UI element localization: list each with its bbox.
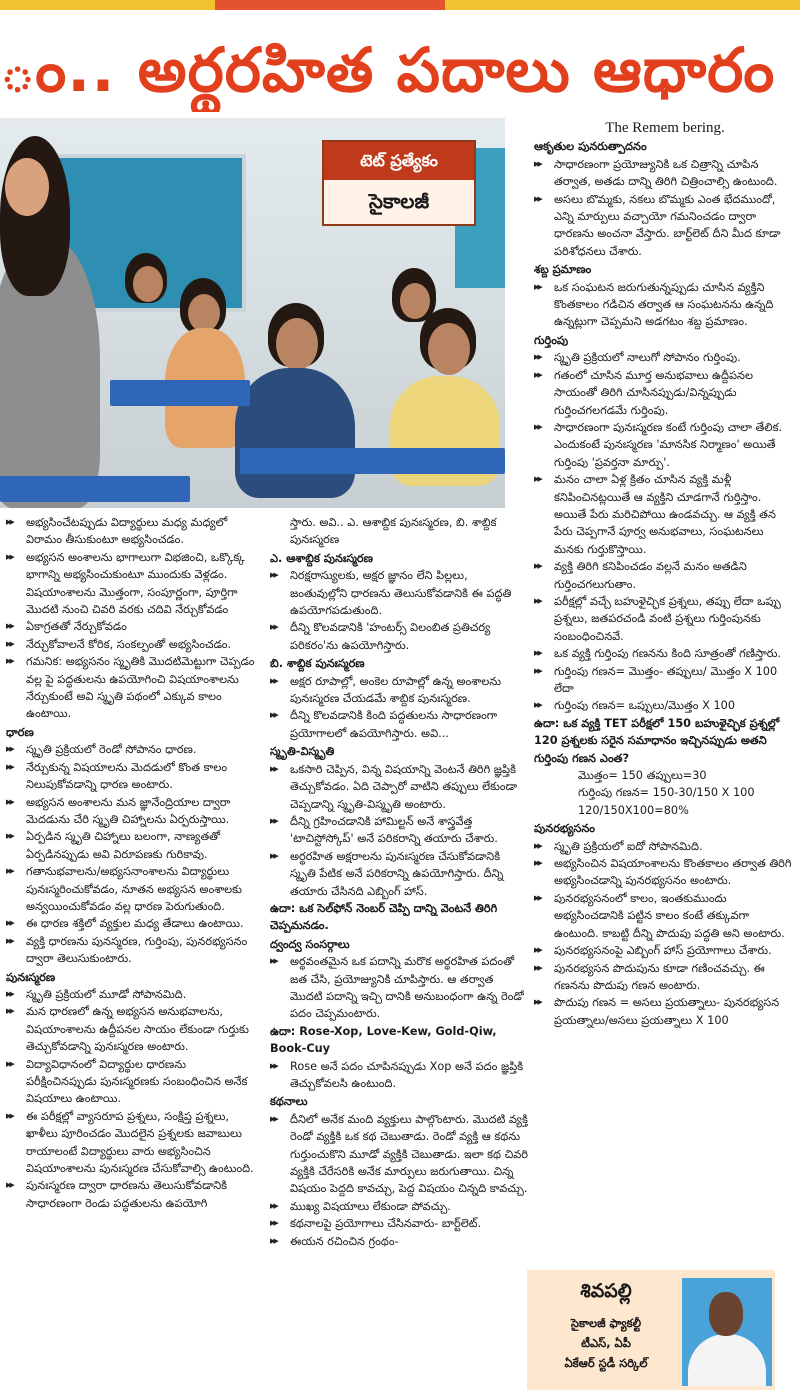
photo-student-body bbox=[235, 368, 355, 498]
top-color-bar bbox=[0, 0, 800, 10]
example-text: ఉదా: ఒక సెల్‌ఫోన్ నెంబర్ చెప్పి దాన్ని వెంటనే తిరిగి చెప్పమనడం. bbox=[270, 901, 498, 933]
article-column-2 bbox=[270, 514, 528, 1394]
section-heading: కథనాలు bbox=[270, 1095, 308, 1109]
bullet-point: ▶▶ ఈ పరీక్షల్లో వ్యాసరూప ప్రశ్నలు, సంక్షిప్త ప్రశ్నలు, ఖాళీలు పూరించడం మొదలైన ప్రశ్నలకు జవాబులు రాయాలంటే విద్యార్థులు వారు అభ్యసించిన విషయాంశాలను పునఃస్మరణ చేసుకోవాల్సి ఉంటుంది. bbox=[6, 1108, 258, 1178]
bullet-point: ▶▶ అభ్యసించేటప్పుడు విద్యార్థులు మధ్య మధ్యలో విరామం తీసుకుంటూ అభ్యసించడం. bbox=[6, 514, 258, 549]
section-heading: ఆకృతుల పునరుత్పాదనం bbox=[534, 140, 647, 154]
bullet-point: ▶▶ ఏర్పడిన స్మృతి చిహ్నాలు బలంగా, నాణ్యతతో ఏర్పడినప్పుడు అవి విరూపణకు గురికావు. bbox=[6, 828, 258, 863]
article-column-3 bbox=[534, 120, 796, 1265]
bullet-point: ▶▶ పునరభ్యసనంపై ఎబ్బింగ్ హాస్ ప్రయోగాలు చేశారు. bbox=[534, 942, 796, 959]
author-role: సైకాలజీ ఫ్యాకల్టీ bbox=[570, 1316, 642, 1330]
author-photo-shirt bbox=[688, 1334, 766, 1386]
bullet-point: ▶▶ వ్యక్తి ధారణను పునస్మరణ, గుర్తింపు, పునరభ్యసనం ద్వారా తెలుసుకుంటారు. bbox=[6, 933, 258, 968]
bullet-point: ▶▶ గతానుభవాలను/అభ్యసనాంశాలను విద్యార్థులు పునఃస్మరించుకోవడం, నూతన అభ్యసన అంశాలకు అన్వయించుకోవడం వల్ల ధారణ పెరుగుతుంది. bbox=[6, 863, 258, 915]
bullet-point: ▶▶ ముఖ్య విషయాలు లేకుండా పోవచ్చు. bbox=[270, 1198, 528, 1215]
bullet-point: ▶▶ అసలు బొమ్మకు, నకలు బొమ్మకు ఎంత భేదముందో, ఎన్ని మార్పులు వచ్చాయో గమనించడం ద్వారా ధారణను అంచనా వేస్తారు. బార్ట్‌లెట్ దీని మీద కూడా పరిశోధనలు చేశారు. bbox=[534, 191, 796, 261]
photo-student-face bbox=[276, 318, 318, 370]
badge-line1: టెట్ ప్రత్యేకం bbox=[324, 142, 474, 180]
bullet-point: ▶▶ గమనిక: అభ్యసనం స్మృతికి మొదటిమెట్టుగా చెప్పడం వల్ల పై పద్ధతులను ఉపయోగించి విషయాంశాలను నేర్చుకుంటే అవి స్మృతి పథంలో ఎక్కువ కాలం ఉంటాయి. bbox=[6, 653, 258, 723]
author-institute: ఏకేఆర్ స్టడీ సర్కిల్ bbox=[564, 1356, 648, 1370]
series-badge bbox=[322, 140, 476, 226]
bullet-point: ▶▶ సాధారణంగా ప్రయోజ్యునికి ఒక చిత్రాన్ని చూపిన తర్వాత, అతడు దాన్ని తిరిగి చిత్రించాల్సి ఉంటుంది. bbox=[534, 156, 796, 191]
bullet-point: ▶▶ కథనాలపై ప్రయోగాలు చేసినవారు- బార్ట్‌లెట్. bbox=[270, 1215, 528, 1232]
photo-student-face bbox=[428, 323, 470, 375]
example-text: ఉదా: ఒక వ్యక్తి TET పరీక్షలో 150 బహుళైచ్ఛిక ప్రశ్నల్లో 120 ప్రశ్నలకు సరైన సమాధానం ఇచ్చినప్పుడు అతని గుర్తింపు గణన ఎంత? bbox=[534, 716, 780, 765]
bullet-point: ▶▶ దీన్ని కొలవడానికి కింది పద్ధతులను సాధారణంగా ప్రయోగాలలో ఉపయోగిస్తారు. అవి... bbox=[270, 707, 528, 742]
bullet-point: ▶▶ స్మృతి ప్రక్రియలో ఐదో సోపానమిది. bbox=[534, 838, 796, 855]
bullet-point: ▶▶ అభ్యసించిన విషయాంశాలను కొంతకాలం తర్వాత తిరిగి అభ్యసించడాన్ని పునరభ్యసనం అంటారు. bbox=[534, 855, 796, 890]
bullet-point: ▶▶ పునరభ్యసన పొదుపును కూడా గణించవచ్చు. ఈ గణనను పొదుపు గణన అంటారు. bbox=[534, 960, 796, 995]
photo-student-face bbox=[133, 266, 163, 302]
bullet-point: ▶▶ గతంలో చూసిన మూర్త అనుభవాలు ఉద్దీపనల సాయంతో తిరిగి చూసినప్పుడు/విన్నప్పుడు గుర్తించగలగడమే గుర్తింపు. bbox=[534, 367, 796, 419]
bullet-point: ▶▶ పరీక్షల్లో వచ్చే బహుళైచ్ఛిక ప్రశ్నలు, తప్పు లేదా ఒప్పు ప్రశ్నలు, జతపరచండి వంటి ప్రశ్నలు గుర్తింపునకు సంబంధించినవే. bbox=[534, 593, 796, 645]
bullet-point: ▶▶ అర్థవంతమైన ఒక పదాన్ని మరొక అర్థరహిత పదంతో జత చేసి, ప్రయోజ్యునికి చూపిస్తారు. ఆ తర్వాత మొదటి పదాన్ని ఇచ్చి దానికి అనుబంధంగా ఉన్న రెండో పదం చెప్పమంటారు. bbox=[270, 953, 528, 1023]
book-title: The Remem bering. bbox=[605, 120, 725, 136]
photo-student-face bbox=[188, 294, 220, 332]
bullet-point: ▶▶ సాధారణంగా పునఃస్మరణ కంటే గుర్తింపు చాలా తేలిక. ఎందుకంటే పునఃస్మరణ 'మానసిక నిర్మాణం' అయితే గుర్తింపు 'ప్రవర్తనా మార్పు'. bbox=[534, 419, 796, 471]
bullet-point: ▶▶ మనం చాలా ఏళ్ల క్రితం చూసిన వ్యక్తి మళ్లీ కనిపించినట్లయితే ఆ వ్యక్తిని చూడగానే గుర్తిస్తాం. అయితే పేరు మరిచిపోయి ఉండవచ్చు. ఆ వ్యక్తి తన పేరు చెప్పగానే పూర్వ అనుభవాలు, సంఘటనలు మనకు గుర్తుకొస్తాయి. bbox=[534, 471, 796, 558]
bullet-point: ▶▶ నేర్చుకోవాలనే కోరిక, సంకల్పంతో అభ్యసించడం. bbox=[6, 636, 258, 653]
bullet-point: ▶▶ ఒకసారి చెప్పిన, విన్న విషయాన్ని వెంటనే తిరిగి జ్ఞప్తికి తెచ్చుకోవడం. ఏది చెప్పారో వాటిని తప్పులు లేకుండా చెప్పడాన్ని స్మృతి-విస్మృతి అంటారు. bbox=[270, 761, 528, 813]
author-region: టీఎస్, ఏపీ bbox=[581, 1336, 631, 1350]
bullet-point: ▶▶ నేర్చుకున్న విషయాలను మెదడులో కొంత కాలం నిలుపుకోవడాన్ని ధారణ అంటారు. bbox=[6, 759, 258, 794]
author-photo-face bbox=[709, 1292, 743, 1336]
bullet-point: ▶▶ గుర్తింపు గణన= మొత్తం- తప్పులు/ మొత్తం X 100 లేదా bbox=[534, 663, 796, 698]
bullet-point: ▶▶ స్మృతి ప్రక్రియలో రెండో సోపానం ధారణ. bbox=[6, 741, 258, 758]
photo-teacher-face bbox=[5, 158, 49, 216]
example-text: ఉదా: Rose-Xop, Love-Kew, Gold-Qiw, Book-Cuy bbox=[270, 1024, 497, 1056]
badge-line2: సైకాలజీ bbox=[368, 189, 430, 213]
formula-line: మొత్తం= 150 తప్పులు=30 bbox=[578, 769, 707, 783]
section-heading: పునఃస్మరణ bbox=[6, 970, 56, 984]
bullet-point: ▶▶ మన ధారణలో ఉన్న అభ్యసన అనుభవాలను, విషయాంశాలను ఉద్దీపనల సాయం లేకుండా గుర్తుకు తెచ్చుకోవడాన్ని పునఃస్మరణ అంటారు. bbox=[6, 1003, 258, 1055]
bullet-point: ▶▶ స్మృతి ప్రక్రియలో మూడో సోపానమిది. bbox=[6, 986, 258, 1003]
bullet-point: ▶▶ అభ్యసన అంశాలను మన జ్ఞానేంద్రియాల ద్వారా మెదడును చేరి స్మృతి చిహ్నాలను ఏర్పరుస్తాయి. bbox=[6, 794, 258, 829]
section-heading: బి. శాబ్దిక పునఃస్మరణ bbox=[270, 657, 365, 671]
paragraph-text: స్తారు. అవి.. ఎ. ఆశాబ్దిక పునఃస్మరణ, బి. శాబ్దిక పునఃస్మరణ bbox=[290, 516, 497, 547]
bullet-point: ▶▶ పొదుపు గణన = అసలు ప్రయత్నాలు- పునరభ్యసన ప్రయత్నాలు/అసలు ప్రయత్నాలు X 100 bbox=[534, 994, 796, 1029]
author-name: శివపల్లి bbox=[580, 1280, 632, 1302]
photo-desk bbox=[0, 476, 190, 502]
bullet-point: ▶▶ Rose అనే పదం చూపినప్పుడు Xop అనే పదం జ్ఞప్తికి తెచ్చుకోవలసి ఉంటుంది. bbox=[270, 1058, 528, 1093]
bullet-point: ▶▶ ఏకాగ్రతతో నేర్చుకోవడం bbox=[6, 618, 258, 635]
bullet-point: ▶▶ గుర్తింపు గణన= ఒప్పులు/మొత్తం X 100 bbox=[534, 697, 796, 714]
photo-desk bbox=[240, 448, 505, 474]
section-heading: పునరభ్యసనం bbox=[534, 822, 596, 836]
headline: ం.. అర్థరహిత పదాలు ఆధారం bbox=[0, 35, 776, 106]
bullet-point: ▶▶ అర్థరహిత అక్షరాలను పునఃస్మరణ చేసుకోవడానికి స్మృతి పేటిక అనే పరికరాన్ని ఉపయోగిస్తారు. దీన్ని తయారు చేసినది ఎబ్బింగ్ హాస్. bbox=[270, 848, 528, 900]
bullet-point: ▶▶ పునఃస్మరణ ద్వారా ధారణను తెలుసుకోవడానికి సాధారణంగా రెండు పద్ధతులను ఉపయోగి bbox=[6, 1177, 258, 1212]
bullet-point: ▶▶ ఒక సంఘటన జరుగుతున్నప్పుడు చూసిన వ్యక్తిని కొంతకాలం గడిచిన తర్వాత ఆ సంఘటనను ఉన్నది ఉన్నట్లుగా చెప్పమని అడగటం శబ్ద ప్రమాణం. bbox=[534, 279, 796, 331]
bullet-point: ▶▶ పునరభ్యసనంలో కాలం, ఇంతకుముందు అభ్యసించడానికి పట్టిన కాలం కంటే తక్కువగా ఉంటుంది. కాబట్టి దీన్ని పొదుపు పద్ధతి అని అంటారు. bbox=[534, 890, 796, 942]
section-heading: గుర్తింపు bbox=[534, 333, 569, 347]
article-column-1 bbox=[6, 514, 258, 1394]
bullet-point: ▶▶ విద్యావిధానంలో విద్యార్థుల ధారణను పరీక్షించినప్పుడు పునఃస్మరణకు సంబంధించిన అనేక విషయాలు ఉంటాయి. bbox=[6, 1056, 258, 1108]
bullet-point: ▶▶ వ్యక్తి తిరిగి కనిపించడం వల్లనే మనం అతడిని గుర్తించగలుగుతాం. bbox=[534, 558, 796, 593]
section-heading: స్మృతి-విస్మృతి bbox=[270, 745, 335, 759]
author-box bbox=[527, 1270, 775, 1390]
photo-student-face bbox=[400, 283, 430, 319]
photo-desk bbox=[110, 380, 250, 406]
section-heading: శబ్ద ప్రమాణం bbox=[534, 263, 592, 277]
bullet-point: ▶▶ దీన్ని గ్రహించడానికి హామిల్టన్ అనే శాస్త్రవేత్త 'టాచిస్టోస్కోప్' అనే పరికరాన్ని తయారు చేశారు. bbox=[270, 813, 528, 848]
bullet-point: ▶▶ దీనిలో అనేక మంది వ్యక్తులు పాల్గొంటారు. మొదటి వ్యక్తి రెండో వ్యక్తికి ఒక కథ చెబుతాడు. రెండో వ్యక్తి ఆ కథను గుర్తుంచుకొని మూడో వ్యక్తికి చెబుతాడు. ఇలా కథ చివరి వ్యక్తికి చేరేసరికి అనేక మార్పులు జరుగుతాయి. చిన్న విషయం పెద్దది కావచ్చు, పెద్ద విషయం చిన్నది కావచ్చు. bbox=[270, 1111, 528, 1198]
bullet-point: ▶▶ దీన్ని కొలవడానికి 'హంటర్స్ విలంబిత ప్రతిచర్య పరికరం'ను ఉపయోగిస్తారు. bbox=[270, 619, 528, 654]
section-heading: ఎ. ఆశాబ్దిక పునఃస్మరణ bbox=[270, 551, 373, 565]
bullet-point: ▶▶ ఈయన రచించిన గ్రంథం- bbox=[270, 1233, 528, 1250]
bullet-point: ▶▶ ఒక వ్యక్తి గుర్తింపు గణనను కింది సూత్రంతో గణిస్తారు. bbox=[534, 645, 796, 662]
bullet-point: ▶▶ ఈ ధారణ శక్తిలో వ్యక్తుల మధ్య తేడాలు ఉంటాయి. bbox=[6, 915, 258, 932]
bullet-point: ▶▶ అభ్యసన అంశాలను భాగాలుగా విభజించి, ఒక్కొక్క భాగాన్ని అభ్యసించుకుంటూ ముందుకు వెళ్లడం. విషయాంశాలను మొత్తంగా, సంపూర్ణంగా, పూర్తిగా మొదటి నుంచి చివరి వరకు చదివి నేర్చుకోవడం bbox=[6, 549, 258, 619]
bullet-point: ▶▶ అక్షర రూపాల్లో, అంకెల రూపాల్లో ఉన్న అంశాలను పునఃస్మరణ చేయడమే శాబ్దిక పునఃస్మరణ. bbox=[270, 673, 528, 708]
formula-line: 120/150X100=80% bbox=[578, 803, 689, 817]
formula-line: గుర్తింపు గణన= 150-30/150 X 100 bbox=[578, 786, 755, 800]
section-heading: ద్వంద్వ సంసర్గాలు bbox=[270, 937, 350, 951]
section-heading: ధారణ bbox=[6, 725, 34, 739]
author-photo bbox=[682, 1278, 772, 1386]
bullet-point: ▶▶ స్మృతి ప్రక్రియలో నాలుగో సోపానం గుర్తింపు. bbox=[534, 349, 796, 366]
top-color-tab bbox=[215, 0, 445, 10]
bullet-point: ▶▶ నిరక్షరాస్యులకు, అక్షర జ్ఞానం లేని పిల్లలు, జంతువుల్లోని ధారణను తెలుసుకోవడానికి ఈ పద్ధతి ఉపయోగపడుతుంది. bbox=[270, 567, 528, 619]
